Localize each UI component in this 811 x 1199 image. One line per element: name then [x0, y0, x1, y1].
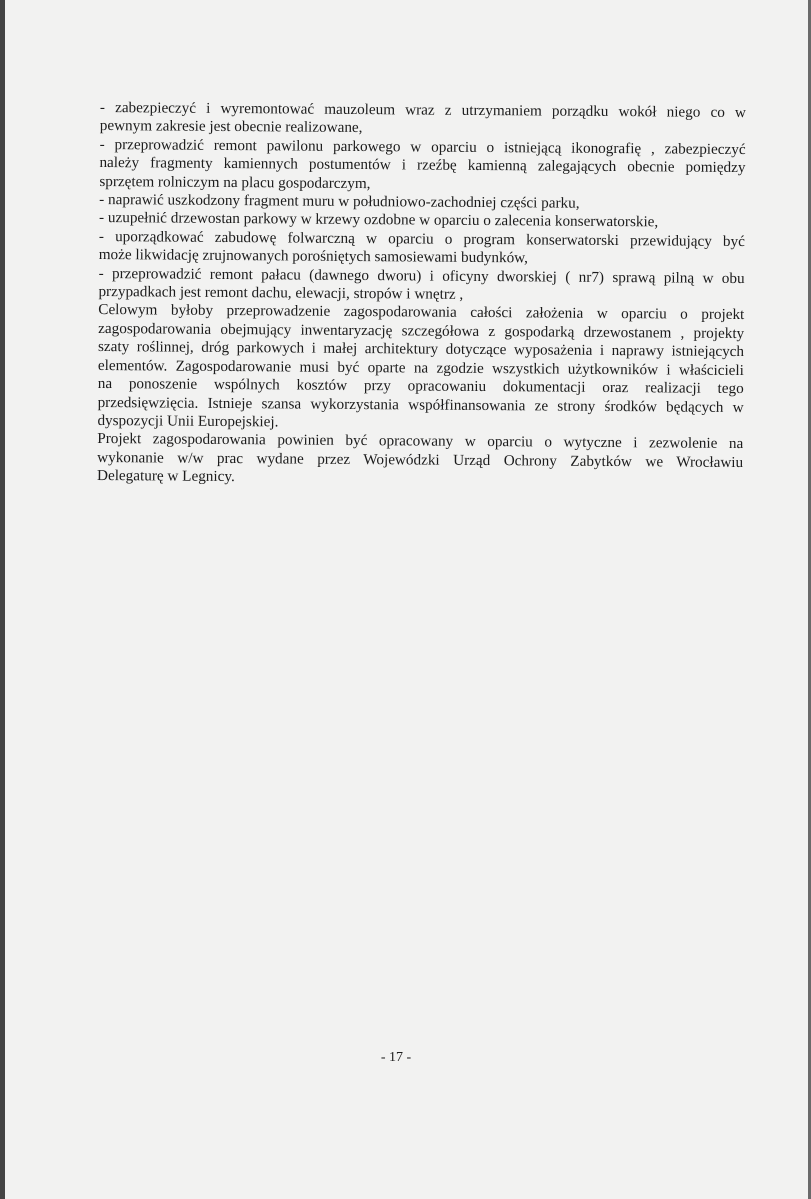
scan-left-edge [0, 0, 5, 1199]
text-line: wykonanie w/w prac wydane przez Wojewódzki Urząd Ochrony Zabytków we Wrocławiu [97, 448, 744, 471]
document-body [97, 99, 746, 491]
text-line: dyspozycji Unii Europejskiej. [97, 411, 279, 431]
text-line: - zabezpieczyć i wyremontować mauzoleum wraz z utrzymaniem porządku wokół niego co w [99, 99, 746, 122]
text-line: - uzupełnić drzewostan parkowy w krzewy ozdobne w oparciu o zalecenia konserwatorskie, [98, 209, 659, 231]
text-line: pewnym zakresie jest obecnie realizowane, [99, 117, 363, 137]
text-line: - naprawić uszkodzony fragment muru w południowo-zachodniej części parku, [99, 191, 580, 212]
text-line: - uporządkować zabudowę folwarczną w oparciu o program konserwatorski przewidujący być [98, 227, 745, 250]
text-line: zagospodarowania obejmujący inwentaryzację szczegółowa z gospodarką drzewostanem , projekty [98, 319, 745, 342]
text-line: - przeprowadzić remont pałacu (dawnego dworu) i oficyny dworskiej ( nr7) sprawą pilną w obu [98, 264, 745, 287]
text-line: - przeprowadzić remont pawilonu parkowego w oparciu o istniejącą ikonografię , zabezpieczyć [99, 135, 746, 158]
text-line: sprzętem rolniczym na placu gospodarczym, [99, 172, 371, 192]
text-line: szaty roślinnej, dróg parkowych i małej architektury dotyczące wyposażenia i naprawy istniejących [97, 338, 745, 361]
text-line: Celowym byłoby przeprowadzenie zagospodarowania całości założenia w oparciu o projekt [98, 301, 745, 324]
text-line: Delegaturę w Legnicy. [96, 467, 235, 486]
text-line: Projekt zagospodarowania powinien być opracowany w oparciu o wytyczne i zezwolenie na [97, 430, 744, 453]
text-line: elementów. Zagospodarowanie musi być oparte na zgodzie wszystkich użytkowników i właścicieli [97, 356, 744, 379]
text-line: należy fragmenty kamiennych postumentów i rzeźbę kamienną zalegających obecnie pomiędzy [99, 154, 746, 177]
text-line: przypadkach jest remont dachu, elewacji, stropów i wnętrz , [98, 283, 464, 303]
text-line: na ponoszenie wspólnych kosztów przy opracowaniu dokumentacji oraz realizacji tego [97, 375, 744, 398]
text-line: przedsięwzięcia. Istnieje szansa wykorzystania współfinansowania ze strony środków będących w [97, 393, 744, 416]
page-number: - 17 - [380, 1050, 412, 1065]
text-line: może likwidację zrujnowanych porośniętych samosiewami budynków, [98, 246, 529, 267]
